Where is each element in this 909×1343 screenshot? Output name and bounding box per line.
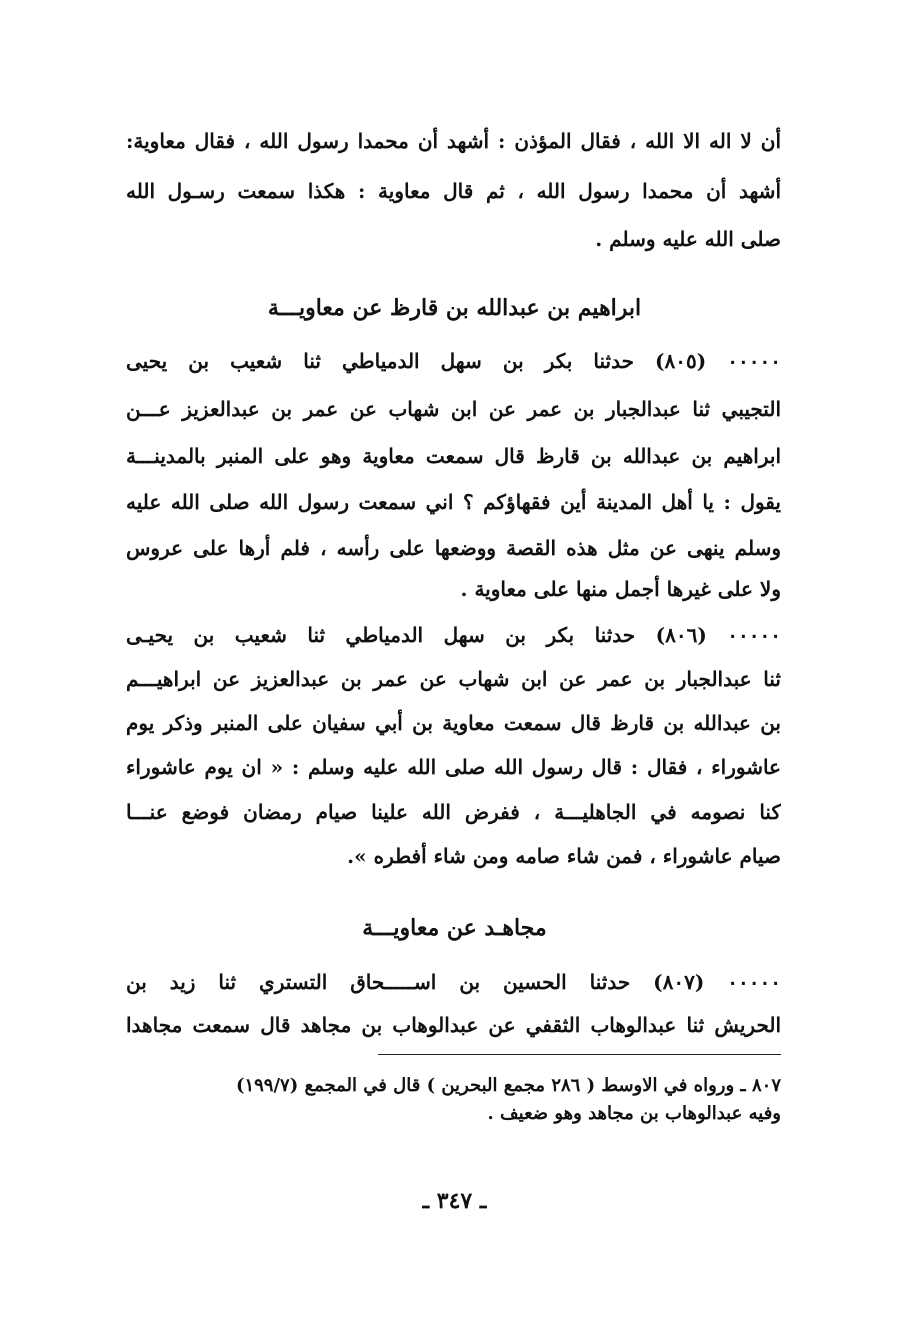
intro-line-1: أن لا اله الا الله ، فقال المؤذن : أشهد أن محمدا رسول الله ، فقال معاوية: [126, 129, 781, 153]
hadith-806-line-2: ثنا عبدالجبار بن عمر عن ابن شهاب عن عمر بن عبدالعزيز عن ابراهيـــم [126, 667, 781, 691]
hadith-805-line-6: ولا على غيرها أجمل منها على معاوية . [460, 577, 781, 601]
section-heading-mujahid: مجاهـد عن معاويـــة [362, 915, 547, 941]
footnote-line-1: ٨٠٧ ـ ورواه في الاوسط ( ٢٨٦ مجمع البحرين ) قال في المجمع (١٩٩/٧) [235, 1075, 781, 1096]
footnote-line-2: وفيه عبدالوهاب بن مجاهد وهو ضعيف . [487, 1103, 781, 1124]
footnote-separator [378, 1054, 781, 1055]
hadith-806-line-5: كنا نصومه في الجاهليـــة ، ففرض الله علينا صيام رمضان فوضع عنـــا [126, 800, 781, 824]
hadith-805-line-5: وسلم ينهى عن مثل هذه القصة ووضعها على رأسه ، فلم أرها على عروس [126, 536, 781, 560]
hadith-807-line-2: الحريش ثنا عبدالوهاب الثقفي عن عبدالوهاب بن مجاهد قال سمعت مجاهدا [126, 1013, 781, 1037]
hadith-805-line-1: ٠٠٠٠٠ (٨٠٥) حدثنا بكر بن سهل الدمياطي ثنا شعيب بن يحيى [126, 349, 781, 373]
intro-line-3: صلى الله عليه وسلم . [595, 227, 781, 251]
intro-line-2: أشهد أن محمدا رسول الله ، ثم قال معاوية : هكذا سمعت رسـول الله [126, 179, 781, 203]
page-number: ـ ٣٤٧ ـ [422, 1188, 487, 1214]
section-heading-ibrahim: ابراهيم بن عبدالله بن قارظ عن معاويـــة [267, 295, 642, 321]
hadith-806-line-1: ٠٠٠٠٠ (٨٠٦) حدثنا بكر بن سهل الدمياطي ثنا شعيب بن يحيـى [126, 623, 781, 647]
hadith-806-line-4: عاشوراء ، فقال : قال رسول الله صلى الله عليه وسلم : « ان يوم عاشوراء [126, 755, 781, 779]
hadith-806-line-3: بن عبدالله بن قارظ قال سمعت معاوية بن أبي سفيان على المنبر وذكر يوم [126, 711, 781, 735]
hadith-806-line-6: صيام عاشوراء ، فمن شاء صامه ومن شاء أفطره ». [347, 844, 781, 868]
hadith-805-line-2: التجيبي ثنا عبدالجبار بن عمر عن ابن شهاب عن عمر بن عبدالعزيز عـــن [126, 397, 781, 421]
hadith-805-line-3: ابراهيم بن عبدالله بن قارظ قال سمعت معاوية وهو على المنبر بالمدينـــة [126, 444, 781, 468]
hadith-807-line-1: ٠٠٠٠٠ (٨٠٧) حدثنا الحسين بن اســـــحاق التستري ثنا زيد بن [126, 970, 781, 994]
hadith-805-line-4: يقول : يا أهل المدينة أين فقهاؤكم ؟ اني سمعت رسول الله صلى الله عليه [126, 490, 781, 514]
